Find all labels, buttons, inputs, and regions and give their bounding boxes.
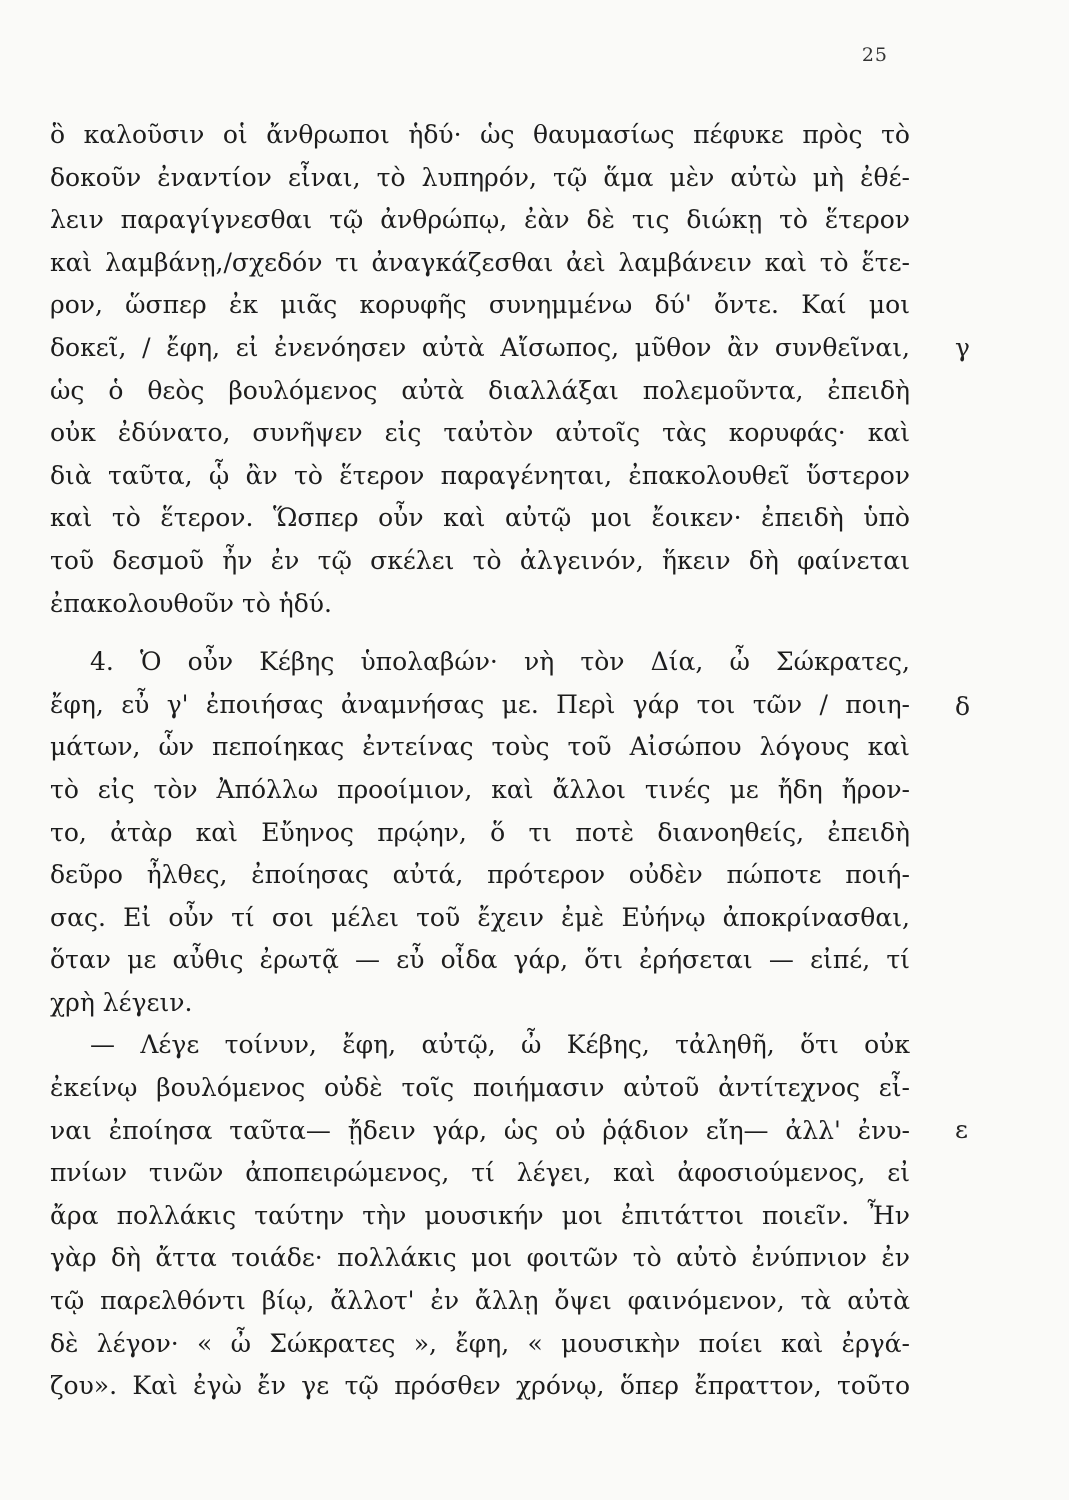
text-line: ζου». Καὶ ἐγὼ ἔν γε τῷ πρόσθεν χρόνῳ, ὅπερ ἔπραττον, τοῦτο [50,1371,910,1401]
margin-section-letter: ε [955,1115,968,1144]
text-line: ἄρα πολλάκις ταύτην τὴν μουσικήν μοι ἐπιτάττοι ποιεῖν. Ἦν [50,1200,910,1230]
text-line: — Λέγε τοίνυν, ἔφη, αὐτῷ, ὦ Κέβης, τἀληθῆ, ὅτι οὐκ [90,1030,910,1060]
text-line: δοκοῦν ἐναντίον εἶναι, τὸ λυπηρόν, τῷ ἅμα μὲν αὐτὼ μὴ ἐθέ- [50,162,910,192]
text-line: καὶ τὸ ἕτερον. Ὥσπερ οὖν καὶ αὐτῷ μοι ἔοικεν· ἐπειδὴ ὑπὸ [50,503,910,533]
text-line: δὲ λέγον· « ὦ Σώκρατες », ἔφη, « μουσικὴν ποίει καὶ ἐργά- [50,1328,910,1358]
text-line: χρὴ λέγειν. [50,987,193,1017]
text-line: λειν παραγίγνεσθαι τῷ ἀνθρώπῳ, ἐὰν δὲ τις διώκῃ τὸ ἕτερον [50,205,910,235]
text-line: σας. Εἰ οὖν τί σοι μέλει τοῦ ἔχειν ἐμὲ Εὐήνῳ ἀποκρίνασθαι, [50,902,910,932]
text-line: ὡς ὁ θεὸς βουλόμενος αὐτὰ διαλλάξαι πολεμοῦντα, ἐπειδὴ [50,375,910,405]
text-line: ὃ καλοῦσιν οἱ ἄνθρωποι ἡδύ· ὡς θαυμασίως πέφυκε πρὸς τὸ [50,120,910,149]
margin-section-letter: δ [955,692,971,721]
text-line: ἐπακολουθοῦν τὸ ἡδύ. [50,588,332,618]
text-line: το, ἀτὰρ καὶ Εὔηνος πρῴην, ὅ τι ποτὲ διανοηθείς, ἐπειδὴ [50,817,910,847]
text-line: δοκεῖ, / ἔφη, εἰ ἐνενόησεν αὐτὰ Αἴσωπος, μῦθον ἂν συνθεῖναι, [50,332,910,362]
text-line: ἔφη, εὖ γ' ἐποιήσας ἀναμνήσας με. Περὶ γάρ τοι τῶν / ποιη- [50,689,910,719]
text-line: οὐκ ἐδύνατο, συνῆψεν εἰς ταὐτὸν αὐτοῖς τὰς κορυφάς· καὶ [50,418,910,448]
margin-section-letter: γ [955,333,970,362]
text-line: καὶ λαμβάνῃ,/σχεδόν τι ἀναγκάζεσθαι ἀεὶ λαμβάνειν καὶ τὸ ἕτε- [50,247,910,277]
text-line: ναι ἐποίησα ταῦτα— ᾔδειν γάρ, ὡς οὐ ῥᾴδιον εἴη— ἀλλ' ἐνυ- [50,1115,910,1145]
text-line: δεῦρο ἦλθες, ἐποίησας αὐτά, πρότερον οὐδὲν πώποτε ποιή- [50,860,910,890]
text-line: τῷ παρελθόντι βίῳ, ἄλλοτ' ἐν ἄλλῃ ὄψει φαινόμενον, τὰ αὐτὰ [50,1286,910,1316]
text-line: ὅταν με αὖθις ἐρωτᾷ — εὖ οἶδα γάρ, ὅτι ἐρήσεται — εἰπέ, τί [50,945,910,975]
page-number: 25 [861,44,888,66]
text-block [50,114,910,1408]
text-line: ρον, ὥσπερ ἐκ μιᾶς κορυφῆς συνημμένω δύ' ὄντε. Καί μοι [50,290,910,320]
text-line: 4. Ὁ οὖν Κέβης ὑπολαβών· νὴ τὸν Δία, ὦ Σώκρατες, [90,647,910,677]
text-line: μάτων, ὧν πεποίηκας ἐντείνας τοὺς τοῦ Αἰσώπου λόγους καὶ [50,732,910,762]
text-line: γὰρ δὴ ἄττα τοιάδε· πολλάκις μοι φοιτῶν τὸ αὐτὸ ἐνύπνιον ἐν [50,1243,910,1273]
text-line: τὸ εἰς τὸν Ἀπόλλω προοίμιον, καὶ ἄλλοι τινές με ἤδη ἤρον- [50,774,910,804]
text-line: ἐκείνῳ βουλόμενος οὐδὲ τοῖς ποιήμασιν αὐτοῦ ἀντίτεχνος εἶ- [50,1073,910,1103]
text-line: τοῦ δεσμοῦ ἦν ἐν τῷ σκέλει τὸ ἀλγεινόν, ἥκειν δὴ φαίνεται [50,545,910,575]
text-line: πνίων τινῶν ἀποπειρώμενος, τί λέγει, καὶ ἀφοσιούμενος, εἰ [50,1158,910,1188]
paragraph-gap [50,625,910,641]
text-line: διὰ ταῦτα, ᾧ ἂν τὸ ἕτερον παραγένηται, ἐπακολουθεῖ ὕστερον [50,460,910,490]
